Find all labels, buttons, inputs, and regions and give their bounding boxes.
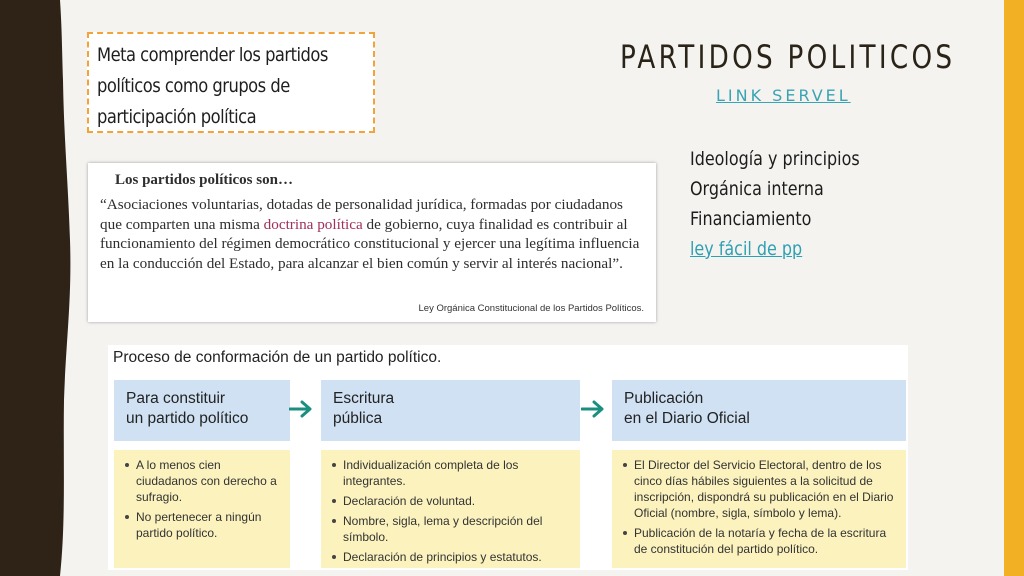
link-ley-facil[interactable]: ley fácil de pp — [690, 238, 803, 260]
left-decorative-bar — [0, 0, 72, 576]
link-servel[interactable]: LINK SERVEL — [716, 86, 851, 105]
right-accent-bar — [1004, 0, 1024, 576]
step-3-head-line-1: Publicación — [624, 390, 704, 407]
process-diagram — [108, 345, 908, 570]
quote-highlight: doctrina política — [263, 215, 363, 233]
list-item: Publicación de la notaría y fecha de la escritura de constitución del partido político. — [622, 525, 898, 557]
step-2-head — [321, 380, 580, 441]
quote-source: Ley Orgánica Constitucional de los Partidos Políticos. — [418, 303, 644, 314]
topic-financiamiento: Financiamiento — [690, 208, 812, 230]
step-3-body — [612, 450, 906, 568]
list-item: A lo menos cien ciudadanos con derecho a sufragio. — [124, 457, 282, 505]
step-2-head-line-2: pública — [333, 410, 383, 427]
quote-heading: Los partidos políticos son… — [115, 172, 293, 188]
list-item: Nombre, sigla, lema y descripción del símbolo. — [331, 513, 572, 545]
meta-line-3: participación política — [97, 106, 257, 128]
quote-text-end: de gobierno, cuya finalidad es contribuir al funcionamiento del régimen democrático constitucional y ejercer una legítima influencia en la conducción del Estado, para alcanzar el bien común y servir al interés nacional”. — [100, 215, 640, 272]
list-item: Individualización completa de los integrantes. — [331, 457, 572, 489]
meta-textbox — [87, 32, 375, 133]
step-1-body — [114, 450, 290, 568]
quote-text — [100, 195, 644, 273]
list-item: No pertenecer a ningún partido político. — [124, 509, 282, 541]
step-1-head-line-2: un partido político — [126, 410, 249, 427]
process-title: Proceso de conformación de un partido político. — [113, 349, 442, 366]
topic-ideologia: Ideología y principios — [690, 148, 860, 170]
arrow-right-icon — [581, 400, 605, 418]
topics-list — [690, 144, 892, 264]
topic-organica: Orgánica interna — [690, 178, 824, 200]
meta-line-2: políticos como grupos de — [97, 75, 290, 97]
meta-line-1: Meta comprender los partidos — [97, 44, 328, 66]
step-3-head-line-2: en el Diario Oficial — [624, 410, 750, 427]
arrow-right-icon — [289, 400, 313, 418]
list-item: Declaración de principios y estatutos. — [331, 549, 572, 565]
step-1-head — [114, 380, 290, 441]
slide-title: PARTIDOS POLITICOS — [620, 38, 956, 76]
quote-text-start: “Asociaciones voluntarias, dotadas de personalidad jurídica, formadas por ciudadanos que comparten una misma — [100, 196, 623, 233]
step-2-body — [321, 450, 580, 568]
step-1-head-line-1: Para constituir — [126, 390, 226, 407]
definition-quote-box — [88, 163, 656, 322]
list-item: Declaración de voluntad. — [331, 493, 572, 509]
list-item: El Director del Servicio Electoral, dentro de los cinco días hábiles siguientes a la solicitud de inscripción, dispondrá su publicación en el Diario Oficial (nombre, sigla, símbolo y lema). — [622, 457, 898, 521]
step-3-head — [612, 380, 906, 441]
step-2-head-line-1: Escritura — [333, 390, 395, 407]
